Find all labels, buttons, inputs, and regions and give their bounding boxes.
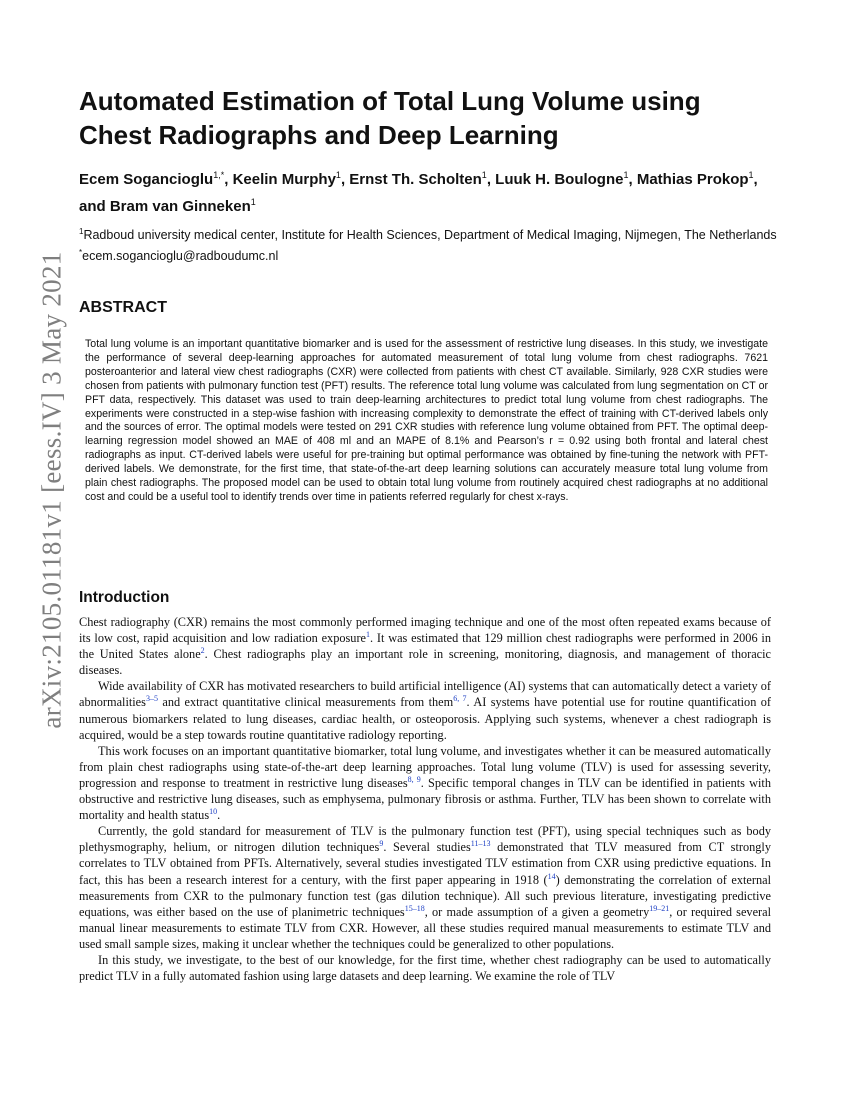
citation-link[interactable]: 1 xyxy=(366,630,370,639)
introduction-heading: Introduction xyxy=(79,589,170,606)
text-run: , or made assumption of a given a geometry xyxy=(424,904,650,919)
arxiv-identifier: arXiv:2105.01181v1 [eess.IV] 3 May 2021 xyxy=(36,251,67,729)
text-run: Chest radiography (CXR) remains the most commonly performed imaging technique and one of the most often repeated exams because of its low cost, rapid acquisition and low radiation exposure xyxy=(79,615,771,646)
email-address[interactable]: ecem.sogancioglu@radboudumc.nl xyxy=(82,249,279,264)
author: Luuk H. Boulogne xyxy=(495,171,624,188)
text-run: and extract quantitative clinical measurements from them xyxy=(157,695,454,710)
text-run: , or required several manual linear measurements to estimate TLV from CXR. However, all these studies required manual measurements to estimate TLV and used small sample sizes, making it unclear whether the techniques could be generalized to other populations. xyxy=(79,904,771,951)
citation-link[interactable]: 2 xyxy=(200,646,205,656)
text-run: This work focuses on an important quantitative biomarker, total lung volume, and investigates whether it can be measured automatically from plain chest radiographs using state-of-the-art deep learning approaches. Total lung volume (TLV) is used for assessing severity, progression and response to treatment in restrictive lung diseases xyxy=(79,743,771,790)
affiliation-text: Radboud university medical center, Institute for Health Sciences, Department of Medical Imaging, Nijmegen, The Netherlands xyxy=(83,228,777,243)
citation-link[interactable]: 3–5 xyxy=(145,694,158,704)
author-affiliation-mark: 1 xyxy=(250,197,256,207)
paper-title: Automated Estimation of Total Lung Volume using Chest Radiographs and Deep Learning xyxy=(79,86,701,150)
author-affiliation-mark: 1 xyxy=(335,170,341,180)
author: Keelin Murphy xyxy=(232,171,336,188)
citation-link[interactable]: 8, 9 xyxy=(407,774,421,784)
text-run: demonstrated that TLV measured from CT strongly correlates to TLV obtained from PFTs. Alternatively, several studies investigated TLV estimation from CXR using predictive equations. In fact, this has been a research interest for a century, with the first paper appearing in 1918 ( xyxy=(79,840,771,887)
affiliation xyxy=(79,223,779,244)
text-run: . Chest radiographs play an important role in screening, monitoring, diagnosis, and management of thoracic diseases. xyxy=(79,647,772,678)
text-run: . It was estimated that 129 million chest radiographs were performed in 2006 in the United States alone xyxy=(79,631,771,662)
citation-link[interactable]: 9 xyxy=(379,839,384,849)
author: Bram van Ginneken xyxy=(109,198,251,215)
author: Ecem Sogancioglu xyxy=(79,171,214,188)
abstract-heading: ABSTRACT xyxy=(79,299,167,316)
introduction-body xyxy=(79,614,771,984)
paragraph xyxy=(79,743,771,823)
affiliation-mark: 1 xyxy=(79,227,84,236)
text-run: . AI systems have potential use for routine quantification of numerous biomarkers related to lung diseases, cardiac health, or osteoporosis. Applying such systems, whenever a chest radiograph is acquired, would be a step towards routine quantitative radiology reporting. xyxy=(79,695,772,742)
author-affiliation-mark: 1 xyxy=(748,170,754,180)
email-mark: * xyxy=(79,248,83,258)
abstract-text: Total lung volume is an important quantitative biomarker and is used for the assessment of restrictive lung diseases. In this study, we investigate the performance of several deep-learning approaches for automated measurement of total lung volume from chest radiographs. 7621 posteroanterior and lateral view chest radiographs (CXR) were collected from patients with chest CT available. Similarly, 928 CXR studies were chosen from patients with pulmonary function test (PFT) results. The reference total lung volume was calculated from lung segmentation on CT or PFT data, respectively. This dataset was used to train deep-learning architectures to predict total lung volume from chest radiographs. The experiments were constructed in a step-wise fashion with increasing complexity to demonstrate the effect of training with CT-derived labels only and the sources of error. The optimal models were tested on 291 CXR studies with reference lung volume obtained from PFT. The optimal deep-learning regression model showed an MAE of 408 ml and an MAPE of 8.1% and Pearson’s r = 0.92 using both frontal and lateral chest radiographs as input. CT-derived labels were useful for pre-training but optimal performance was obtained by fine-tuning the network with PFT-derived labels. We demonstrate, for the first time, that state-of-the-art deep learning solutions can accurately measure total lung volume from plain chest radiographs. The proposed model can be used to obtain total lung volume from routinely acquired chest radiographs at no additional cost and could be a useful tool to identify trends over time in patients referred regularly for chest x-rays. xyxy=(85,338,768,503)
author-affiliation-mark: 1,* xyxy=(213,170,225,180)
text-run: . Specific temporal changes in TLV can be identified in patients with obstructive and restrictive lung diseases, such as emphysema, pulmonary fibrosis or asthma. Further, TLV has been shown to correlate with mortality and health status xyxy=(79,775,771,823)
paragraph xyxy=(79,823,771,952)
paragraph xyxy=(79,614,771,678)
citation-link[interactable]: 10 xyxy=(209,807,218,817)
author: Mathias Prokop xyxy=(636,171,749,188)
citation-link[interactable]: 6, 7 xyxy=(453,694,467,704)
text-run: Currently, the gold standard for measurement of TLV is the pulmonary function test (PFT), using special techniques such as body plethysmography, helium, or nitrogen dilution techniques xyxy=(79,824,771,855)
citation-link[interactable]: 14 xyxy=(547,871,556,881)
text-run: . xyxy=(217,808,221,823)
text-run: ) demonstrating the correlation of external measurements from CXR to the pulmonary function test (gas dilution technique). All such previous literature, investigating predictive equations, was either based on the use of planimetric techniques xyxy=(79,872,771,919)
affiliation-block xyxy=(79,223,779,265)
citation-link[interactable]: 19–21 xyxy=(649,903,670,913)
paragraph: In this study, we investigate, to the best of our knowledge, for the first time, whether chest radiography can be used to automatically predict TLV in a fully automated fashion using large datasets and deep learning. We examine the role of TLV xyxy=(79,952,771,984)
paragraph xyxy=(79,678,771,742)
corresponding-email xyxy=(79,244,779,265)
author-affiliation-mark: 1 xyxy=(481,170,487,180)
citation-link[interactable]: 11–13 xyxy=(470,839,491,849)
author-list: Ecem Sogancioglu$^{1,*}$, Keelin Murphy$^1$, Ernst Th. Scholten$^1$, Luuk H. Boulogne$^1$, Mathias Prokop$^1$, and Bram van Ginneken$^1$ xyxy=(79,170,758,215)
author-affiliation-mark: 1 xyxy=(623,170,629,180)
author: Ernst Th. Scholten xyxy=(349,171,482,188)
text-run: Wide availability of CXR has motivated researchers to build artificial intelligence (AI) systems that can automatically detect a variety of abnormalities xyxy=(79,679,771,710)
text-run: . Several studies xyxy=(383,840,471,855)
citation-link[interactable]: 15–18 xyxy=(404,903,425,913)
